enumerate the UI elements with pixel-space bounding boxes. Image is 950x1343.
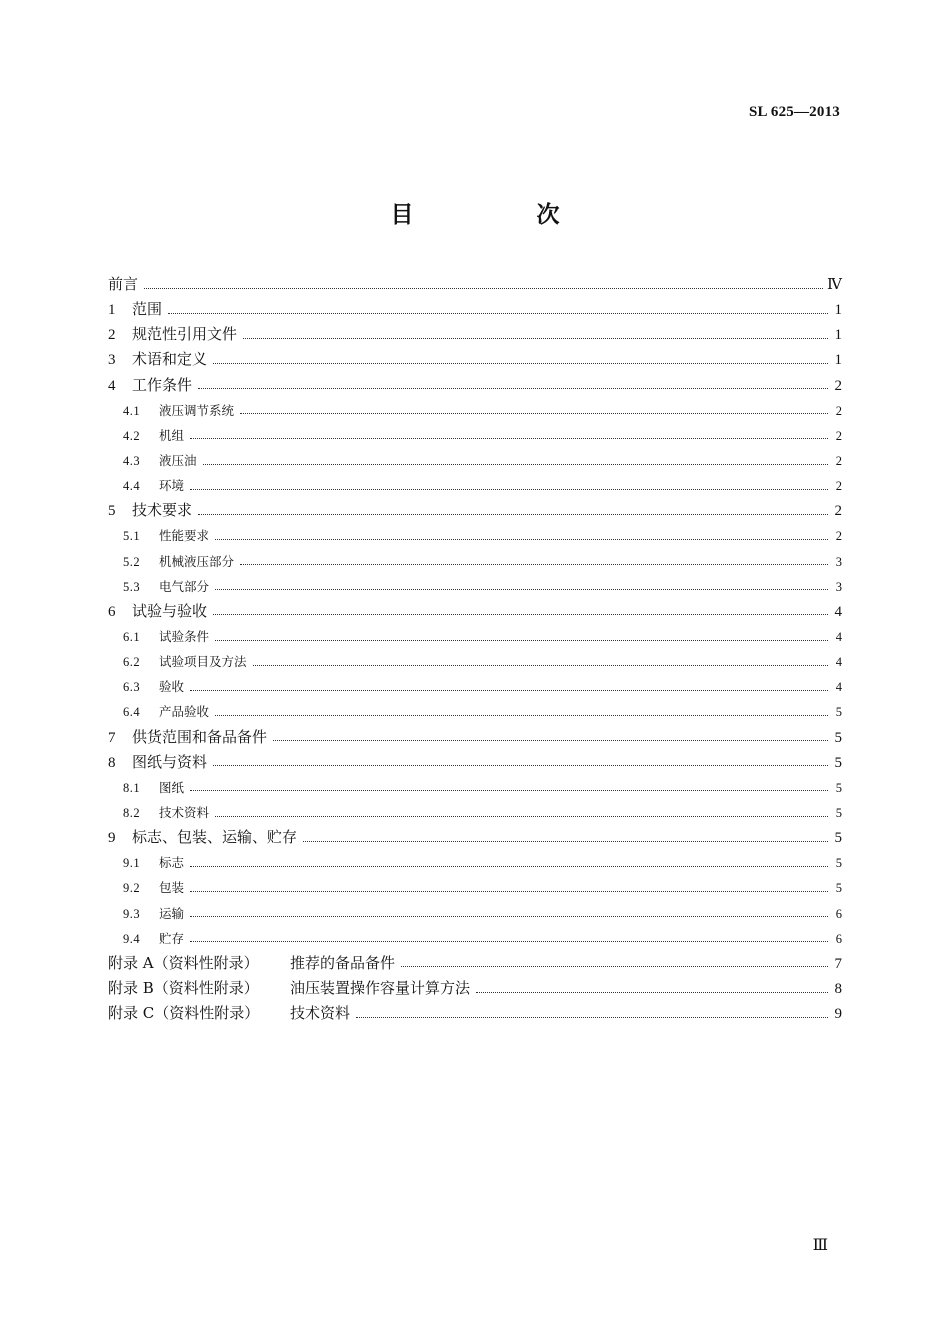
toc-entry[interactable] [108,297,842,322]
toc-entry-number: 9.3 [123,906,141,921]
toc-entry-label: 机组 [159,427,185,443]
toc-entry-label: 产品验收 [159,704,210,720]
toc-entry[interactable] [108,523,842,548]
dot-leader [240,563,828,565]
toc-entry[interactable] [108,373,842,398]
toc-entry-number: 5.2 [123,554,141,569]
toc-entry-number: 1 [108,302,116,319]
toc-entry-label: 图纸 [159,779,185,795]
dot-leader [198,387,828,389]
toc-entry[interactable] [108,725,842,750]
toc-entry-label: 范围 [132,300,163,319]
toc-entry-page: 7 [834,955,842,972]
toc-entry[interactable] [108,875,842,900]
toc-entry-number: 5.3 [123,579,141,594]
toc-entry-page: 5 [834,729,842,746]
toc-entry-label: 电气部分 [159,578,210,594]
toc-entry-label: 试验项目及方法 [159,654,247,670]
toc-entry-page: 3 [835,554,842,569]
dot-leader [356,1016,828,1018]
toc-entry-page: 6 [835,931,842,946]
toc-entry[interactable] [108,272,842,297]
toc-entry-label: 性能要求 [159,528,210,544]
toc-entry-label: 环境 [159,478,185,494]
dot-leader [213,362,828,364]
toc-entry-page: 1 [834,327,842,344]
toc-entry-label: 规范性引用文件 [132,325,238,344]
toc-entry[interactable] [108,800,842,825]
dot-leader [273,739,828,741]
toc-title: 目 次 [390,202,610,228]
toc-entry-number: 9.2 [123,881,141,896]
page-number: Ⅲ [812,1237,828,1254]
toc-entry-label: 液压油 [159,452,197,468]
toc-entry[interactable] [108,599,842,624]
dot-leader [243,337,828,339]
dot-leader [476,991,828,993]
toc-entry-number: 4.2 [123,428,141,443]
toc-entry-label: 油压装置操作容量计算方法 [290,978,471,997]
toc-entry-page: 9 [834,1006,842,1023]
toc-entry-label: 液压调节系统 [159,402,235,418]
dot-leader [215,639,828,641]
toc-entry[interactable] [108,574,842,599]
dot-leader [213,764,828,766]
toc-entry-page: 1 [834,302,842,319]
toc-entry-label: 供货范围和备品备件 [132,727,268,746]
toc-entry-page: 2 [834,503,842,520]
toc-entry-page: 5 [835,856,842,871]
toc-entry-label: 技术要求 [132,501,193,520]
toc-entry-page: 1 [834,352,842,369]
toc-entry-number: 4 [108,377,116,394]
toc-entry[interactable] [108,901,842,926]
toc-entry[interactable] [108,775,842,800]
toc-entry-label: 贮存 [159,930,185,946]
dot-leader [168,312,828,314]
toc-entry-label: 包装 [159,880,185,896]
toc-entry-page: 5 [835,705,842,720]
toc-entry-number: 8.2 [123,805,141,820]
dot-leader [215,538,828,540]
toc-entry-page: Ⅳ [827,277,842,293]
toc-entry[interactable] [108,699,842,724]
toc-entry-label: 验收 [159,679,185,695]
table-of-contents [108,272,842,1026]
toc-entry-label: 推荐的备品备件 [290,953,396,972]
toc-entry-page: 4 [835,629,842,644]
dot-leader [190,890,828,892]
toc-entry-number: 8 [108,754,116,771]
toc-entry-page: 6 [835,906,842,921]
dot-leader [240,412,828,414]
toc-entry-label: 运输 [159,905,185,921]
toc-entry-page: 8 [834,980,842,997]
toc-entry[interactable] [108,398,842,423]
toc-entry[interactable] [108,951,842,976]
toc-entry-page: 5 [835,805,842,820]
dot-leader [215,815,828,817]
toc-entry[interactable] [108,1001,842,1026]
toc-entry-label: 标志、包装、运输、贮存 [132,828,298,847]
toc-entry-label: 试验条件 [159,628,210,644]
toc-entry-page: 4 [835,680,842,695]
toc-entry-label: 工作条件 [132,375,193,394]
toc-entry-number: 8.1 [123,780,141,795]
toc-entry[interactable] [108,322,842,347]
toc-entry-number: 4.3 [123,453,141,468]
toc-entry-page: 2 [834,377,842,394]
dot-leader [190,437,828,439]
toc-entry-number: 附录 A（资料性附录） [108,953,259,972]
toc-entry-number: 6.2 [123,655,141,670]
dot-leader [190,689,828,691]
toc-entry-number: 2 [108,327,116,344]
toc-entry[interactable] [108,448,842,473]
toc-entry-number: 5.1 [123,529,141,544]
document-code: SL 625—2013 [749,104,840,120]
dot-leader [215,714,828,716]
toc-entry-page: 2 [835,453,842,468]
toc-entry[interactable] [108,850,842,875]
toc-entry-label: 技术资料 [159,804,210,820]
toc-entry[interactable] [108,926,842,951]
toc-entry[interactable] [108,423,842,448]
dot-leader [190,789,828,791]
toc-entry-page: 2 [835,479,842,494]
toc-entry-label: 前言 [108,275,139,293]
toc-entry-number: 9.1 [123,856,141,871]
dot-leader [215,588,828,590]
toc-entry-label: 机械液压部分 [159,553,235,569]
toc-entry-number: 附录 B（资料性附录） [108,978,259,997]
toc-entry-number: 9 [108,830,116,847]
toc-entry-page: 5 [835,780,842,795]
toc-entry[interactable] [108,498,842,523]
toc-entry-page: 2 [835,529,842,544]
toc-entry-number: 7 [108,729,116,746]
toc-entry[interactable] [108,624,842,649]
toc-entry-label: 标志 [159,855,185,871]
toc-entry-label: 图纸与资料 [132,752,208,771]
dot-leader [303,840,828,842]
toc-entry-number: 9.4 [123,931,141,946]
toc-entry-page: 4 [834,603,842,620]
toc-entry[interactable] [108,649,842,674]
dot-leader [190,915,828,917]
toc-entry-label: 技术资料 [290,1004,351,1023]
dot-leader [203,463,828,465]
toc-entry-page: 3 [835,579,842,594]
toc-entry-number: 3 [108,352,116,369]
toc-entry-page: 5 [835,881,842,896]
toc-entry[interactable] [108,976,842,1001]
dot-leader [253,664,828,666]
dot-leader [190,488,828,490]
toc-entry[interactable] [108,825,842,850]
toc-entry[interactable] [108,674,842,699]
toc-entry-label: 试验与验收 [132,601,208,620]
toc-entry-page: 5 [834,754,842,771]
dot-leader [401,965,828,967]
toc-entry-page: 2 [835,428,842,443]
toc-entry-number: 5 [108,503,116,520]
toc-entry-number: 4.4 [123,479,141,494]
toc-entry[interactable] [108,750,842,775]
toc-entry[interactable] [108,549,842,574]
dot-leader [144,287,823,289]
toc-entry-label: 术语和定义 [132,350,208,369]
dot-leader [198,513,828,515]
toc-entry-page: 2 [835,403,842,418]
toc-entry-number: 6.3 [123,680,141,695]
toc-entry-number: 6 [108,603,116,620]
dot-leader [213,613,828,615]
toc-entry-number: 6.1 [123,629,141,644]
toc-entry[interactable] [108,347,842,372]
toc-entry-number: 6.4 [123,705,141,720]
toc-entry-number: 附录 C（资料性附录） [108,1004,260,1023]
dot-leader [190,865,828,867]
toc-entry-page: 5 [834,830,842,847]
toc-entry[interactable] [108,473,842,498]
toc-entry-page: 4 [835,655,842,670]
dot-leader [190,940,828,942]
toc-entry-number: 4.1 [123,403,141,418]
